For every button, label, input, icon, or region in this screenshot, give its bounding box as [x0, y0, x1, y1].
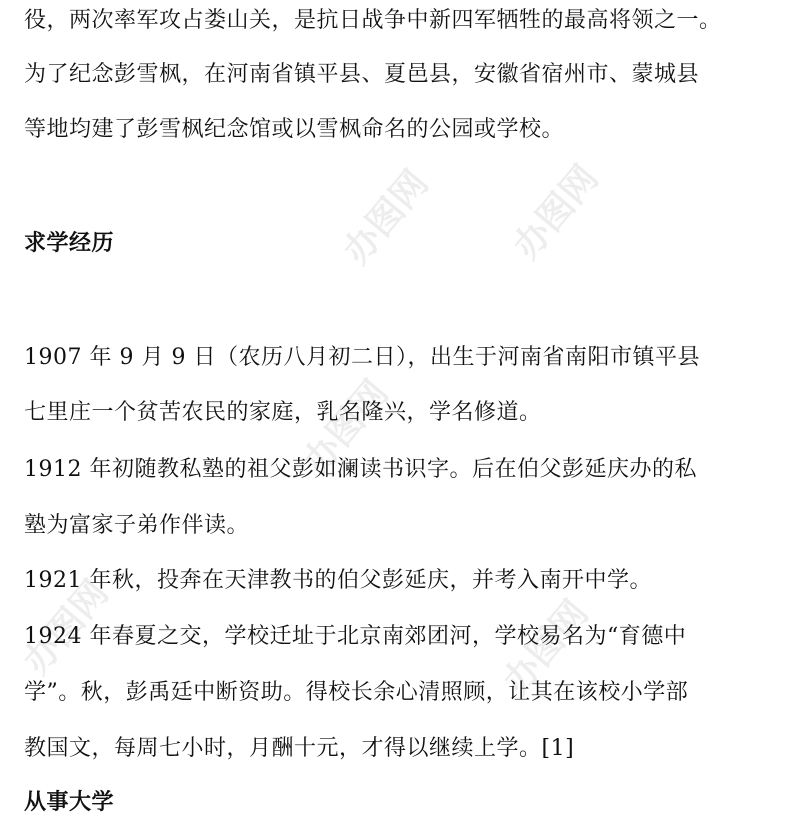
intro-line: 役，两次率军攻占娄山关，是抗日战争中新四军牺牲的最高将领之一。: [24, 8, 722, 33]
watermark: 办图网: [15, 572, 117, 682]
paragraph-line: 学”。秋，彭禹廷中断资助。得校长余心清照顾，让其在该校小学部: [24, 680, 689, 705]
paragraph-line: 1907 年 9 月 9 日（农历八月初二日），出生于河南省南阳市镇平县: [24, 345, 700, 370]
watermark: 办图网: [495, 592, 597, 702]
paragraph-line: 教国文，每周七小时，月酬十元，才得以继续上学。[1]: [24, 736, 575, 761]
intro-line: 为了纪念彭雪枫，在河南省镇平县、夏邑县，安徽省宿州市、蒙城县: [24, 62, 700, 87]
next-section-heading: 从事大学: [24, 790, 115, 815]
watermark: 办图网: [295, 372, 397, 482]
paragraph-line: 1924 年春夏之交，学校迁址于北京南郊团河，学校易名为“育德中: [24, 624, 687, 649]
watermark: 办图网: [335, 162, 437, 272]
watermark: 办图网: [505, 157, 607, 267]
section-heading: 求学经历: [24, 231, 115, 256]
paragraph-line: 塾为富家子弟作伴读。: [24, 513, 250, 538]
paragraph-line: 1912 年初随教私塾的祖父彭如澜读书识字。后在伯父彭延庆办的私: [24, 457, 697, 482]
intro-line: 等地均建了彭雪枫纪念馆或以雪枫命名的公园或学校。: [24, 117, 565, 142]
paragraph-line: 七里庄一个贫苦农民的家庭，乳名隆兴，学名修道。: [24, 400, 542, 425]
paragraph-line: 1921 年秋，投奔在天津教书的伯父彭延庆，并考入南开中学。: [24, 568, 652, 593]
